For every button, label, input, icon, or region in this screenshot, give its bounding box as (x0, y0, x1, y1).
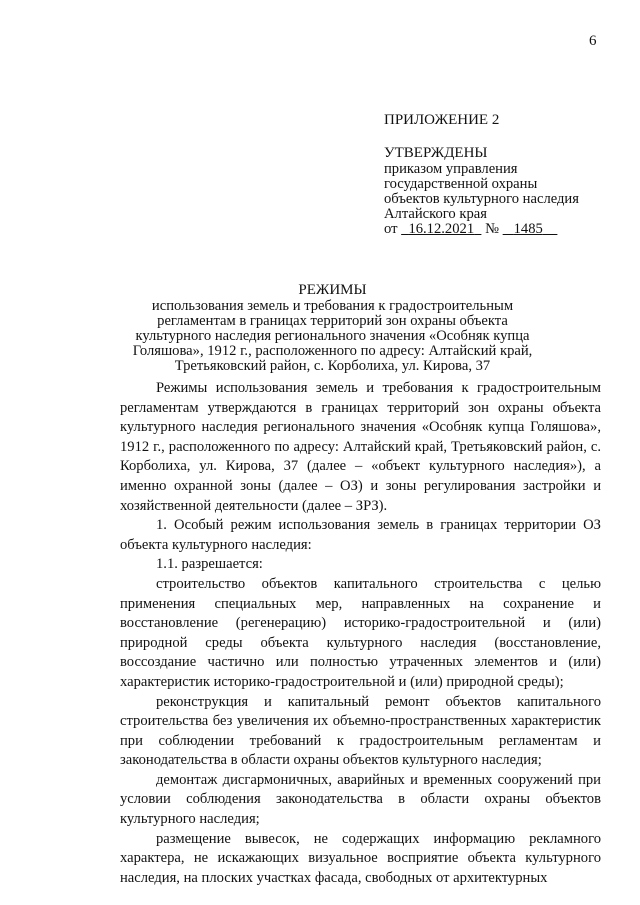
approval-line: государственной охраны (384, 176, 538, 192)
subsection-heading: 1.1. разрешается: (156, 556, 263, 573)
appendix-title: ПРИЛОЖЕНИЕ 2 (384, 112, 500, 128)
order-number: 1485 (513, 221, 543, 237)
title-line: использования земель и требования к градостроительным (151, 298, 514, 314)
approval-line: Алтайского края (384, 206, 487, 222)
approval-block (384, 113, 624, 237)
list-item: строительство объектов капитального строительства с целью применения специальных мер, направленных на сохранение и восстановление (регенерацию) историко-градостроительной и (или) природной среды объекта культурного наследия (восстановление, воссоздание частично или полностью утраченных элементов и (или) характеристик историко-градостроительной и (или) природной среды); (120, 575, 601, 690)
approved-title: УТВЕРЖДЕНЫ (384, 145, 488, 161)
title-line: Голяшова», 1912 г., расположенного по адресу: Алтайский край, (132, 343, 533, 359)
order-prefix: от (384, 221, 398, 237)
order-line (384, 222, 624, 237)
document-body (120, 379, 601, 888)
intro-paragraph: Режимы использования земель и требования к градостроительным регламентам утверждаются в границах территорий зон охраны объекта культурного наследия регионального значения «Особняк купца Голяшова», 1912 г., расположенного по адресу: Алтайский край, Третьяковский район, с. Корболиха, ул. Кирова, 37 (далее – «объект культурного наследия»), а именно охранной зоны (далее – ОЗ) и зоны регулирования застройки и хозяйственной деятельности (далее – ЗРЗ). (120, 380, 601, 514)
approval-line: приказом управления (384, 161, 518, 177)
list-item: размещение вывесок, не содержащих информацию рекламного характера, не искажающих визуальное восприятие объекта культурного наследия, на плоских участках фасада, свободных от архитектурных (120, 830, 601, 886)
order-date: 16.12.2021 (408, 221, 475, 237)
title-line: культурного наследия регионального значения «Особняк купца (135, 328, 530, 344)
page-number: 6 (589, 33, 597, 49)
title-heading: РЕЖИМЫ (298, 282, 367, 298)
order-number-sign: № (485, 221, 499, 237)
title-line: Третьяковский район, с. Корболиха, ул. Кирова, 37 (174, 358, 491, 374)
document-title (120, 282, 545, 374)
title-line: регламентам в границах территорий зон охраны объекта (157, 313, 508, 329)
list-item: демонтаж дисгармоничных, аварийных и временных сооружений при условии соблюдения законодательства в области охраны объектов культурного наследия; (120, 771, 601, 828)
approval-line: объектов культурного наследия (384, 191, 579, 207)
list-item: реконструкция и капитальный ремонт объектов капитального строительства без увеличения их объемно-пространственных характеристик при соблюдении требований к градостроительным регламентам и законодательства в области охраны объектов культурного наследия; (120, 693, 601, 769)
section-heading: 1. Особый режим использования земель в границах территории ОЗ объекта культурного наследия: (120, 517, 601, 553)
